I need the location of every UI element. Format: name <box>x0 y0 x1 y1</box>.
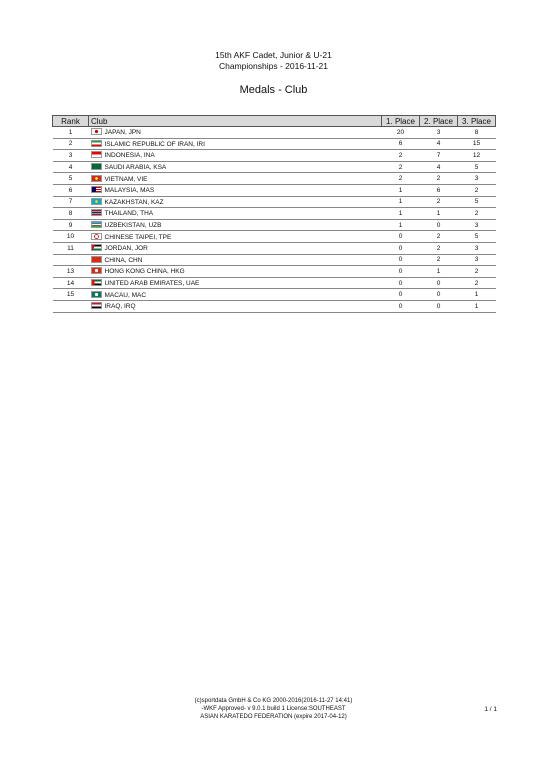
club-name: MALAYSIA, MAS <box>104 187 155 195</box>
table-row <box>53 242 496 254</box>
rank-cell: 14 <box>53 277 89 289</box>
first-place-cell: 1 <box>382 196 420 208</box>
jordan-flag-icon <box>91 244 102 251</box>
club-name: HONG KONG CHINA, HKG <box>104 268 185 276</box>
first-place-cell: 0 <box>382 242 420 254</box>
column-header-third-place: 3. Place <box>458 116 496 127</box>
rank-cell: 15 <box>53 289 89 301</box>
first-place-cell: 6 <box>382 138 420 150</box>
third-place-cell: 3 <box>458 242 496 254</box>
table-row <box>53 184 496 196</box>
rank-cell: 7 <box>53 196 89 208</box>
column-header-second-place: 2. Place <box>420 116 458 127</box>
third-place-cell: 1 <box>458 289 496 301</box>
second-place-cell: 0 <box>420 219 458 231</box>
second-place-cell: 0 <box>420 289 458 301</box>
table-row <box>53 138 496 150</box>
medals-table <box>52 115 496 313</box>
third-place-cell: 2 <box>458 266 496 278</box>
club-cell <box>89 196 382 208</box>
iran-flag-icon <box>91 140 102 147</box>
club-name: CHINESE TAIPEI, TPE <box>104 233 172 241</box>
rank-cell: 1 <box>53 127 89 139</box>
rank-cell <box>53 254 89 266</box>
second-place-cell: 1 <box>420 266 458 278</box>
second-place-cell: 0 <box>420 300 458 312</box>
first-place-cell: 20 <box>382 127 420 139</box>
second-place-cell: 2 <box>420 242 458 254</box>
footer-copyright: (c)sportdata GmbH & Co KG 2000-2016(2016-11-27 14:41) <box>194 698 353 704</box>
second-place-cell: 6 <box>420 184 458 196</box>
club-cell <box>89 231 382 243</box>
rank-cell: 3 <box>53 150 89 162</box>
hongkong-flag-icon <box>91 267 102 274</box>
club-cell <box>89 242 382 254</box>
third-place-cell: 2 <box>458 184 496 196</box>
third-place-cell: 15 <box>458 138 496 150</box>
third-place-cell: 5 <box>458 196 496 208</box>
third-place-cell: 3 <box>458 219 496 231</box>
table-row <box>53 231 496 243</box>
first-place-cell: 0 <box>382 254 420 266</box>
second-place-cell: 2 <box>420 173 458 185</box>
club-name: CHINA, CHN <box>104 256 143 264</box>
club-cell <box>89 266 382 278</box>
table-row <box>53 219 496 231</box>
footer-federation: ASIAN KARATEDO FEDERATION (expire 2017-04-12) <box>200 714 347 720</box>
club-cell <box>89 184 382 196</box>
table-row <box>53 150 496 162</box>
third-place-cell: 12 <box>458 150 496 162</box>
japan-flag-icon <box>91 128 102 135</box>
indonesia-flag-icon <box>91 151 102 158</box>
second-place-cell: 2 <box>420 254 458 266</box>
taipei-flag-icon <box>91 233 102 240</box>
third-place-cell: 5 <box>458 231 496 243</box>
second-place-cell: 4 <box>420 161 458 173</box>
first-place-cell: 0 <box>382 289 420 301</box>
club-name: MACAU, MAC <box>104 291 147 299</box>
table-row <box>53 173 496 185</box>
saudi-flag-icon <box>91 163 102 170</box>
club-name: ISLAMIC REPUBLIC OF IRAN, IRI <box>104 140 205 148</box>
title-line-1: 15th AKF Cadet, Junior & U-21 <box>215 50 332 60</box>
club-cell <box>89 127 382 139</box>
third-place-cell: 2 <box>458 277 496 289</box>
second-place-cell: 1 <box>420 208 458 220</box>
rank-cell: 2 <box>53 138 89 150</box>
uae-flag-icon <box>91 279 102 286</box>
first-place-cell: 1 <box>382 208 420 220</box>
table-body <box>53 127 496 313</box>
club-name: KAZAKHSTAN, KAZ <box>104 198 164 206</box>
title-line-2: Championships - 2016-11-21 <box>219 61 328 71</box>
table-row <box>53 277 496 289</box>
club-name: UZBEKISTAN, UZB <box>104 222 162 230</box>
macau-flag-icon <box>91 291 102 298</box>
rank-cell: 9 <box>53 219 89 231</box>
second-place-cell: 2 <box>420 196 458 208</box>
third-place-cell: 3 <box>458 254 496 266</box>
rank-cell: 10 <box>53 231 89 243</box>
rank-cell: 5 <box>53 173 89 185</box>
table-row <box>53 127 496 139</box>
first-place-cell: 0 <box>382 266 420 278</box>
club-name: UNITED ARAB EMIRATES, UAE <box>104 280 200 288</box>
vietnam-flag-icon <box>91 175 102 182</box>
third-place-cell: 3 <box>458 173 496 185</box>
club-name: JAPAN, JPN <box>104 129 141 137</box>
club-cell <box>89 289 382 301</box>
rank-cell: 6 <box>53 184 89 196</box>
club-cell <box>89 254 382 266</box>
table-row <box>53 300 496 312</box>
rank-cell <box>53 300 89 312</box>
club-cell <box>89 173 382 185</box>
column-header-rank: Rank <box>53 116 89 127</box>
second-place-cell: 7 <box>420 150 458 162</box>
club-name: IRAQ, IRQ <box>104 303 136 311</box>
rank-cell: 13 <box>53 266 89 278</box>
uzbekistan-flag-icon <box>91 221 102 228</box>
table-row <box>53 289 496 301</box>
table-row <box>53 254 496 266</box>
first-place-cell: 1 <box>382 219 420 231</box>
club-cell <box>89 300 382 312</box>
club-name: VIETNAM, VIE <box>104 175 148 183</box>
club-cell <box>89 138 382 150</box>
column-header-club: Club <box>89 116 382 127</box>
third-place-cell: 8 <box>458 127 496 139</box>
rank-cell: 8 <box>53 208 89 220</box>
first-place-cell: 0 <box>382 277 420 289</box>
second-place-cell: 3 <box>420 127 458 139</box>
club-cell <box>89 277 382 289</box>
club-cell <box>89 219 382 231</box>
thailand-flag-icon <box>91 209 102 216</box>
table-row <box>53 266 496 278</box>
club-name: JORDAN, JOR <box>104 245 148 253</box>
first-place-cell: 2 <box>382 161 420 173</box>
third-place-cell: 5 <box>458 161 496 173</box>
rank-cell: 4 <box>53 161 89 173</box>
third-place-cell: 1 <box>458 300 496 312</box>
first-place-cell: 1 <box>382 184 420 196</box>
club-name: INDONESIA, INA <box>104 152 155 160</box>
malaysia-flag-icon <box>91 186 102 193</box>
club-name: SAUDI ARABIA, KSA <box>104 164 167 172</box>
club-name: THAILAND, THA <box>104 210 154 218</box>
rank-cell: 11 <box>53 242 89 254</box>
page-number: 1 / 1 <box>484 706 497 713</box>
second-place-cell: 0 <box>420 277 458 289</box>
club-cell <box>89 208 382 220</box>
table-row <box>53 196 496 208</box>
second-place-cell: 2 <box>420 231 458 243</box>
iraq-flag-icon <box>91 302 102 309</box>
third-place-cell: 2 <box>458 208 496 220</box>
kazakhstan-flag-icon <box>91 198 102 205</box>
first-place-cell: 2 <box>382 150 420 162</box>
table-row <box>53 208 496 220</box>
second-place-cell: 4 <box>420 138 458 150</box>
table-row <box>53 161 496 173</box>
column-header-first-place: 1. Place <box>382 116 420 127</box>
first-place-cell: 0 <box>382 231 420 243</box>
club-cell <box>89 150 382 162</box>
china-flag-icon <box>91 256 102 263</box>
club-cell <box>89 161 382 173</box>
first-place-cell: 0 <box>382 300 420 312</box>
footer-license: -WKF Approved- v 9.0.1 build 1 License:SOUTHEAST <box>201 706 346 712</box>
table-header-row <box>53 116 496 127</box>
first-place-cell: 2 <box>382 173 420 185</box>
page-subtitle: Medals - Club <box>239 84 308 96</box>
